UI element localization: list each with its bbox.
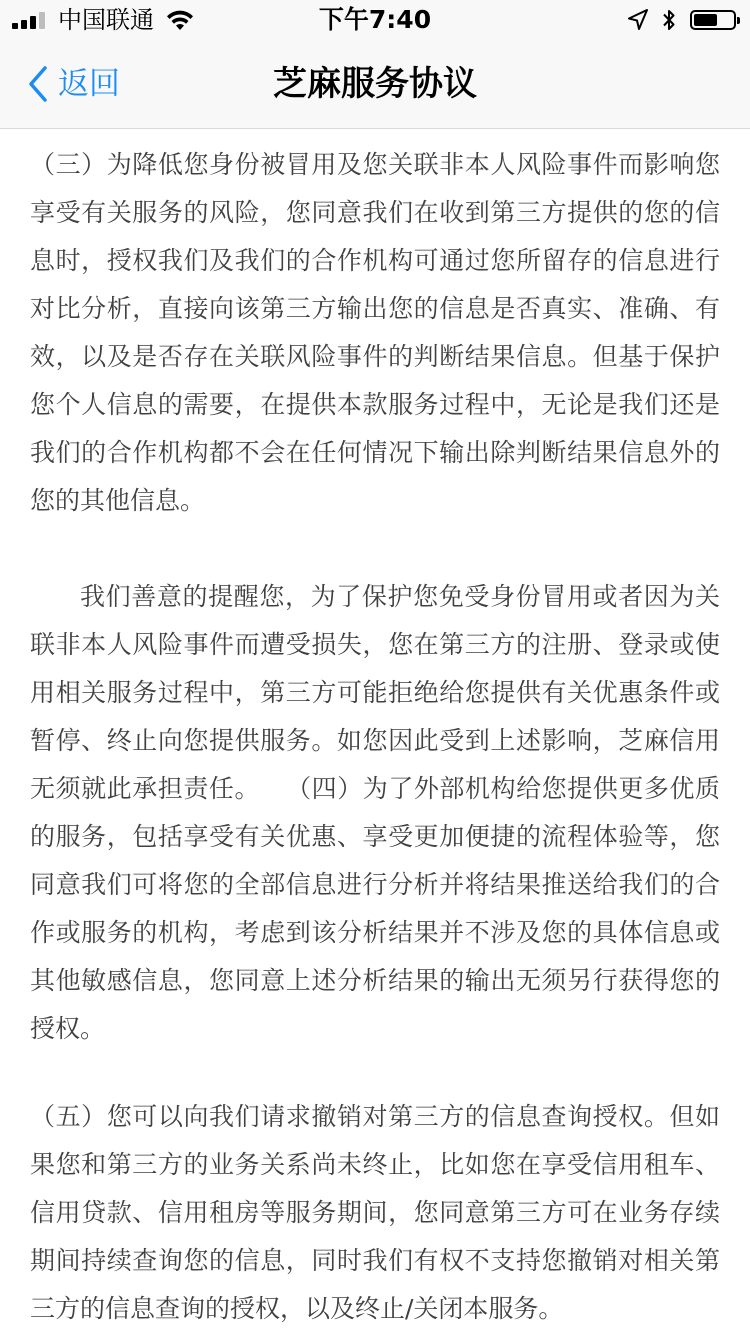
- agreement-content[interactable]: [30, 141, 720, 1333]
- bluetooth-icon: [662, 8, 676, 32]
- status-time: 下午7:40: [318, 5, 432, 34]
- status-bar-right: [628, 6, 736, 34]
- back-label: 返回: [58, 66, 120, 102]
- agreement-paragraph-reminder: 我们善意的提醒您，为了保护您免受身份冒用或者因为关联非本人风险事件而遭受损失，您在第三方的注册、登录或使用相关服务过程中，第三方可能拒绝给您提供有关优惠条件或暂停、终止向您提供服务。如您因此受到上述影响，芝麻信用无须就此承担责任。 （四）为了外部机构给您提供更多优质的服务，包括享受有关优惠、享受更加便捷的流程体验等，您同意我们可将您的全部信息进行分析并将结果推送给我们的合作或服务的机构，考虑到该分析结果并不涉及您的具体信息或其他敏感信息，您同意上述分析结果的输出无须另行获得您的授权。: [30, 582, 720, 1043]
- page-title: 芝麻服务协议: [273, 64, 477, 104]
- battery-fill: [694, 14, 717, 26]
- battery-icon: [690, 10, 736, 30]
- agreement-paragraph-3: （三）为降低您身份被冒用及您关联非本人风险事件而影响您享受有关服务的风险，您同意我们在收到第三方提供的您的信息时，授权我们及我们的合作机构可通过您所留存的信息进行对比分析，直接向该第三方输出您的信息是否真实、准确、有效，以及是否存在关联风险事件的判断结果信息。但基于保护您个人信息的需要，在提供本款服务过程中，无论是我们还是我们的合作机构都不会在任何情况下输出除判断结果信息外的您的其他信息。: [30, 150, 720, 515]
- agreement-paragraph-5: （五）您可以向我们请求撤销对第三方的信息查询授权。但如果您和第三方的业务关系尚未终止，比如您在享受信用租车、信用贷款、信用租房等服务期间，您同意第三方可在业务存续期间持续查询您的信息，同时我们有权不支持您撤销对相关第三方的信息查询的授权，以及终止/关闭本服务。: [30, 1102, 720, 1323]
- location-arrow-icon: [628, 9, 648, 31]
- status-bar: [0, 0, 750, 40]
- navigation-bar: [0, 40, 750, 129]
- carrier-name: 中国联通: [58, 6, 154, 34]
